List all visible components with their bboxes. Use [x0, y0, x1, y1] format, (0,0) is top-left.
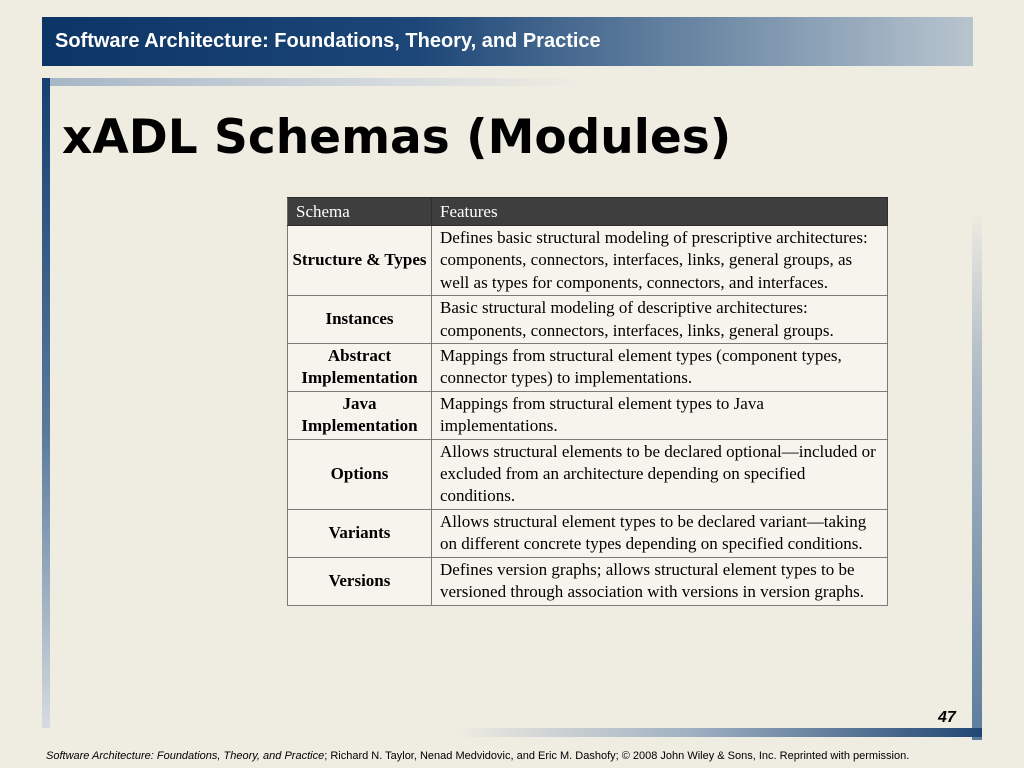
table-row: [288, 296, 888, 344]
top-accent-rule: [50, 78, 585, 86]
schema-features: Allows structural elements to be declared optional—included or excluded from an architecture depending on specified conditions.: [432, 439, 888, 509]
header-title: Software Architecture: Foundations, Theory, and Practice: [55, 30, 601, 52]
page-number: 47: [938, 709, 956, 726]
schema-name: Abstract Implementation: [288, 344, 432, 392]
schema-features: Allows structural element types to be declared variant—taking on different concrete types depending on specified conditions.: [432, 509, 888, 557]
table-row: [288, 344, 888, 392]
schema-features: Defines basic structural modeling of prescriptive architectures: components, connectors, interfaces, links, general groups, as well as types for components, connectors, and interfaces.: [432, 226, 888, 296]
schema-features: Basic structural modeling of descriptive architectures: components, connectors, interfaces, links, general groups.: [432, 296, 888, 344]
schema-name: Java Implementation: [288, 391, 432, 439]
column-header-schema: Schema: [288, 198, 432, 226]
table-row: [288, 557, 888, 605]
schema-name: Instances: [288, 296, 432, 344]
right-accent-bar: [972, 210, 982, 740]
header-bar: [42, 17, 973, 66]
footer-credits: ; Richard N. Taylor, Nenad Medvidovic, and Eric M. Dashofy; © 2008 John Wiley & Sons, Inc. Reprinted with permission.: [324, 750, 910, 762]
table-row: [288, 391, 888, 439]
column-header-features: Features: [432, 198, 888, 226]
slide-title: xADL Schemas (Modules): [62, 110, 732, 165]
schema-features: Mappings from structural element types (component types, connector types) to implementations.: [432, 344, 888, 392]
schema-features: Mappings from structural element types to Java implementations.: [432, 391, 888, 439]
footer-citation: [46, 750, 909, 762]
footer-book-title: Software Architecture: Foundations, Theory, and Practice: [46, 750, 325, 762]
table-header-row: [288, 198, 888, 226]
schema-features: Defines version graphs; allows structural element types to be versioned through association with versions in version graphs.: [432, 557, 888, 605]
schema-name: Versions: [288, 557, 432, 605]
table-row: [288, 439, 888, 509]
schema-name: Variants: [288, 509, 432, 557]
schema-name: Options: [288, 439, 432, 509]
bottom-accent-bar: [455, 728, 982, 737]
left-accent-bar: [42, 78, 50, 728]
table-row: [288, 226, 888, 296]
schema-table: [287, 197, 888, 606]
schema-name: Structure & Types: [288, 226, 432, 296]
table-row: [288, 509, 888, 557]
